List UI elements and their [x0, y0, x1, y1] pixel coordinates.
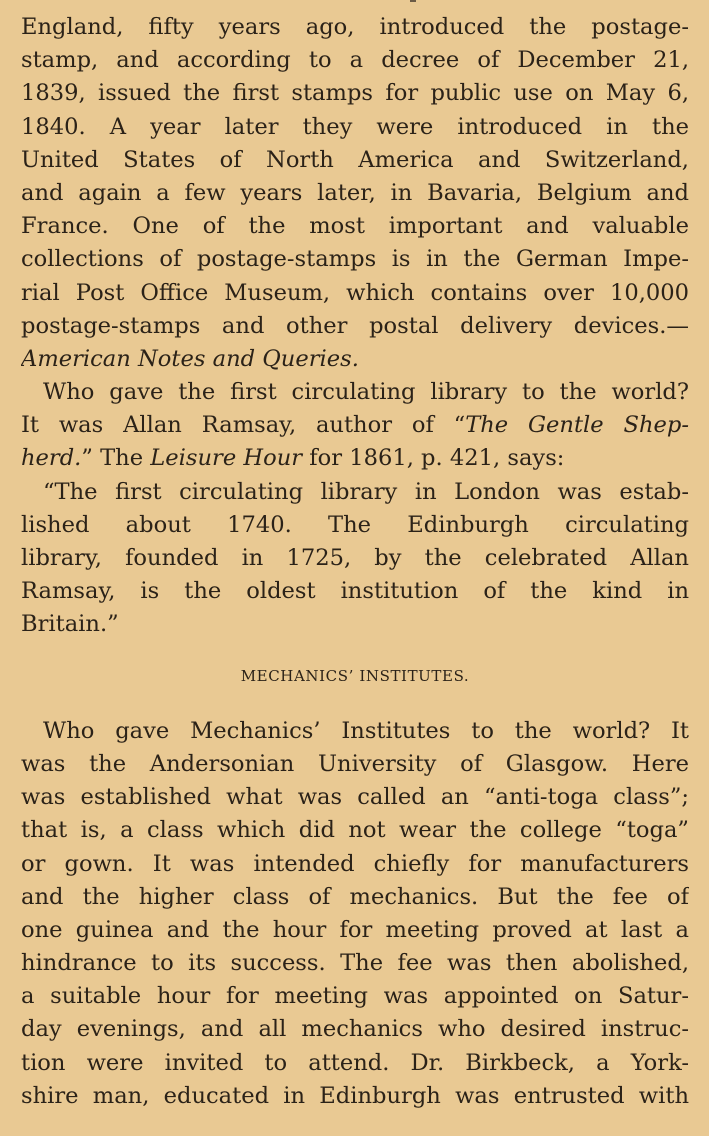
book-title: The Gentle Shep- — [465, 412, 689, 439]
text-span: ” The — [81, 445, 151, 472]
publication-title: Leisure Hour — [150, 445, 303, 472]
text-line: lished about 1740. The Edinburgh circulating — [21, 511, 689, 538]
text-line: hindrance to its success. The fee was then abolished, — [21, 950, 689, 977]
text-line — [21, 442, 689, 475]
text-line: stamp, and according to a decree of December 21, — [21, 47, 689, 74]
paragraph-postage-stamps — [21, 11, 689, 376]
paragraph-mechanics-institutes — [21, 715, 689, 1113]
text-line: collections of postage-stamps is in the German Impe- — [21, 246, 689, 273]
text-line: that is, a class which did not wear the college “toga” — [21, 817, 689, 844]
text-line: library, founded in 1725, by the celebrated Allan — [21, 545, 689, 571]
text-line: one guinea and the hour for meeting proved at last a — [21, 916, 689, 943]
text-line: or gown. It was intended chiefly for manufacturers — [21, 850, 689, 877]
section-heading: MECHANICS’ INSTITUTES. — [240, 666, 470, 685]
text-line: and the higher class of mechanics. But the fee of — [21, 883, 689, 910]
text-line: Who gave the first circulating library to the world? — [43, 379, 689, 406]
text-line: was established what was called an “anti-toga class”; — [21, 784, 689, 811]
text-column — [21, 11, 689, 1113]
source-citation: American Notes and Queries. — [21, 345, 359, 372]
text-line: a suitable hour for meeting was appointed on Satur- — [21, 983, 689, 1010]
text-span: for 1861, p. 421, says: — [302, 445, 565, 472]
text-line: Ramsay, is the oldest institution of the kind in — [21, 578, 689, 605]
text-span: It was Allan Ramsay, author of “ — [21, 412, 466, 439]
text-line: day evenings, and all mechanics who desired instruc- — [21, 1016, 689, 1043]
text-line: 1840. A year later they were introduced in the — [21, 113, 689, 140]
text-line: and again a few years later, in Bavaria, Belgium and — [21, 179, 689, 206]
text-line: postage-stamps and other postal delivery devices.— — [21, 312, 689, 339]
page-edge-mark — [410, 0, 416, 2]
text-line: “The first circulating library in London was estab- — [43, 478, 689, 505]
paragraph-circulating-library — [21, 376, 689, 476]
book-title: herd. — [21, 445, 82, 472]
text-line: rial Post Office Museum, which contains over 10,000 — [21, 279, 689, 306]
text-line: shire man, educated in Edinburgh was entrusted with — [21, 1082, 689, 1109]
text-line: United States of North America and Switzerland, — [21, 146, 689, 173]
text-line: Who gave Mechanics’ Institutes to the world? It — [43, 717, 689, 744]
text-line: tion were invited to attend. Dr. Birkbeck, a York- — [21, 1049, 689, 1076]
text-line: England, fifty years ago, introduced the postage- — [21, 14, 689, 40]
text-line: 1839, issued the first stamps for public use on May 6, — [21, 80, 689, 107]
text-line: Britain.” — [21, 611, 119, 638]
quotation-block — [21, 476, 689, 642]
text-line: France. One of the most important and valuable — [21, 213, 689, 240]
text-line: was the Andersonian University of Glasgow. Here — [21, 750, 689, 777]
text-line — [21, 409, 689, 442]
